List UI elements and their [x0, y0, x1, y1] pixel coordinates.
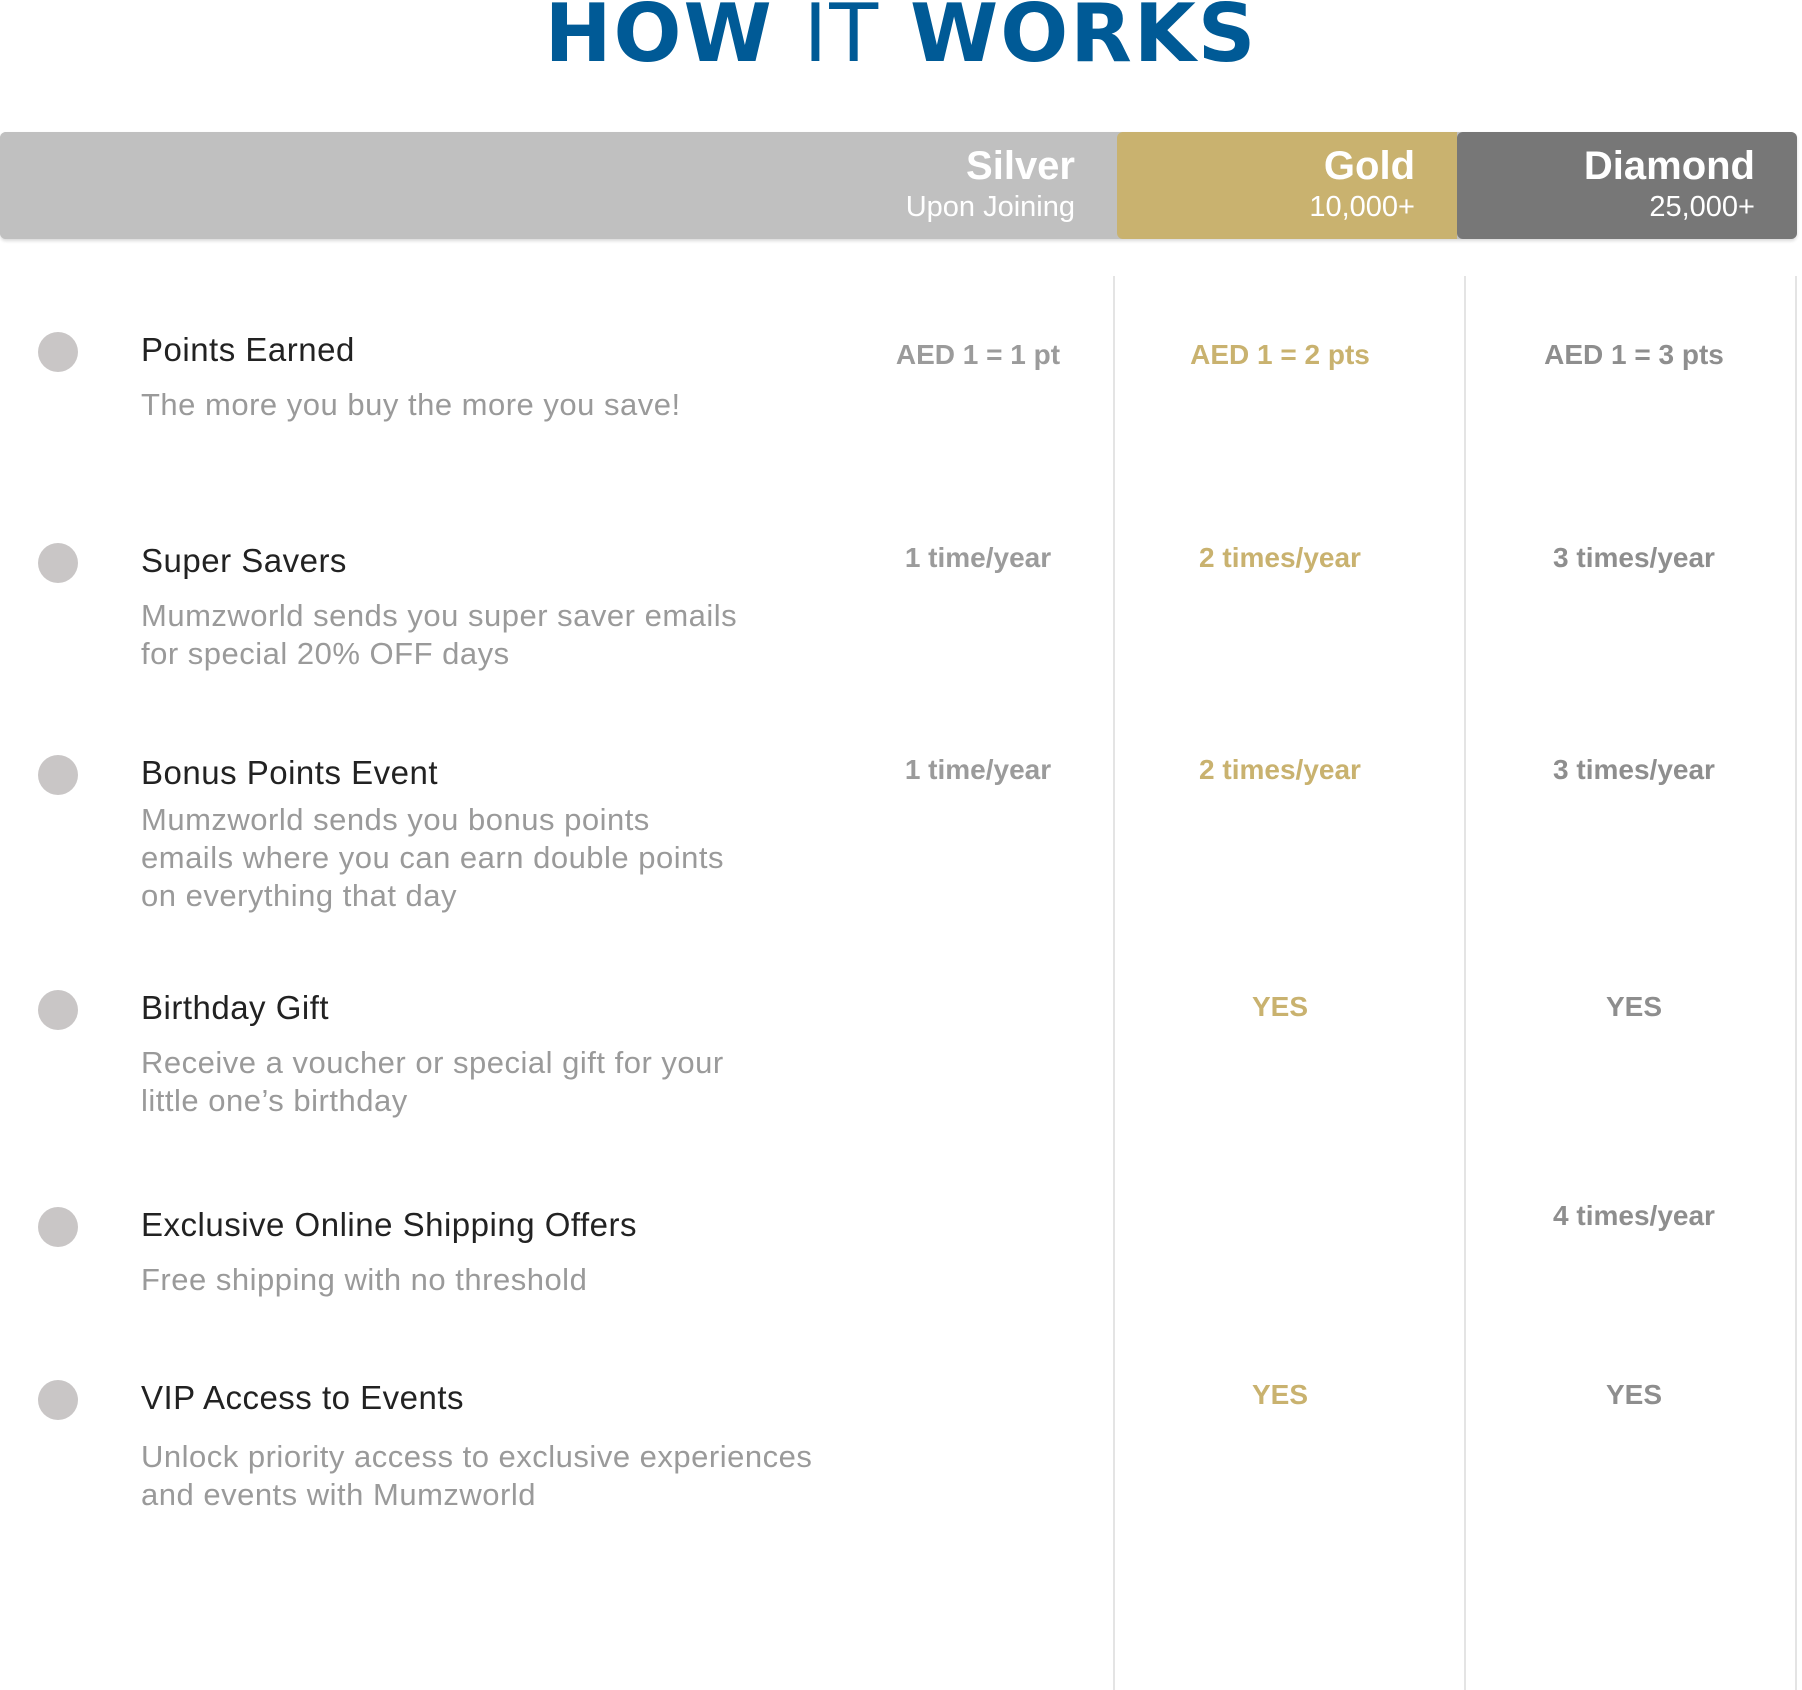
bullet-icon: [38, 543, 78, 583]
tier-gold-name: Gold: [1323, 144, 1415, 188]
benefit-title: Bonus Points Event: [141, 754, 439, 791]
diamond-value: YES: [1605, 991, 1663, 1022]
benefit-title: Super Savers: [141, 542, 347, 579]
tier-silver-requirement: Upon Joining: [905, 191, 1075, 223]
title-it: IT: [803, 0, 881, 80]
tier-gold-requirement: 10,000+: [1309, 191, 1415, 223]
title-how: HOW: [544, 0, 804, 80]
gold-value: AED 1 = 2 pts: [1190, 339, 1370, 370]
diamond-value: 3 times/year: [1553, 542, 1715, 573]
diamond-value: AED 1 = 3 pts: [1544, 339, 1724, 370]
benefit-title: Points Earned: [141, 331, 355, 368]
page-title: [0, 0, 1802, 80]
tier-diamond-requirement: 25,000+: [1649, 191, 1755, 223]
bullet-icon: [38, 990, 78, 1030]
bullet-icon: [38, 332, 78, 372]
tier-silver-name: Silver: [966, 144, 1075, 188]
title-works: WORKS: [880, 0, 1258, 80]
silver-value: 1 time/year: [904, 542, 1052, 573]
benefit-title: VIP Access to Events: [141, 1379, 465, 1416]
column-divider-diamond: [1464, 276, 1466, 1690]
benefit-description: Free shipping with no threshold: [141, 1262, 588, 1297]
column-divider-right: [1795, 276, 1797, 1690]
benefit-description: The more you buy the more you save!: [141, 387, 681, 422]
silver-value: 1 time/year: [904, 754, 1052, 785]
diamond-value: YES: [1605, 1379, 1663, 1410]
diamond-value: 3 times/year: [1553, 754, 1715, 785]
benefit-description: Unlock priority access to exclusive experiences and events with Mumzworld: [141, 1439, 813, 1512]
bullet-icon: [38, 755, 78, 795]
tier-diamond: [1457, 132, 1797, 239]
benefit-description: Mumzworld sends you super saver emails for special 20% OFF days: [141, 598, 738, 671]
bullet-icon: [38, 1380, 78, 1420]
bullet-icon: [38, 1207, 78, 1247]
gold-value: YES: [1251, 1379, 1309, 1410]
benefit-description: Receive a voucher or special gift for your little one’s birthday: [141, 1045, 724, 1118]
gold-value: 2 times/year: [1199, 542, 1361, 573]
gold-value: YES: [1251, 991, 1309, 1022]
column-divider-gold: [1113, 276, 1115, 1690]
tier-silver: [0, 132, 1117, 239]
gold-value: 2 times/year: [1199, 754, 1361, 785]
diamond-value: 4 times/year: [1553, 1200, 1715, 1231]
tier-diamond-name: Diamond: [1583, 144, 1755, 188]
benefit-title: Exclusive Online Shipping Offers: [141, 1206, 637, 1243]
benefit-title: Birthday Gift: [141, 989, 330, 1026]
tier-header-bar: [0, 132, 1797, 239]
benefit-description: Mumzworld sends you bonus points emails where you can earn double points on everything that day: [141, 802, 725, 913]
silver-value: AED 1 = 1 pt: [895, 339, 1061, 370]
tier-gold: [1117, 132, 1457, 239]
